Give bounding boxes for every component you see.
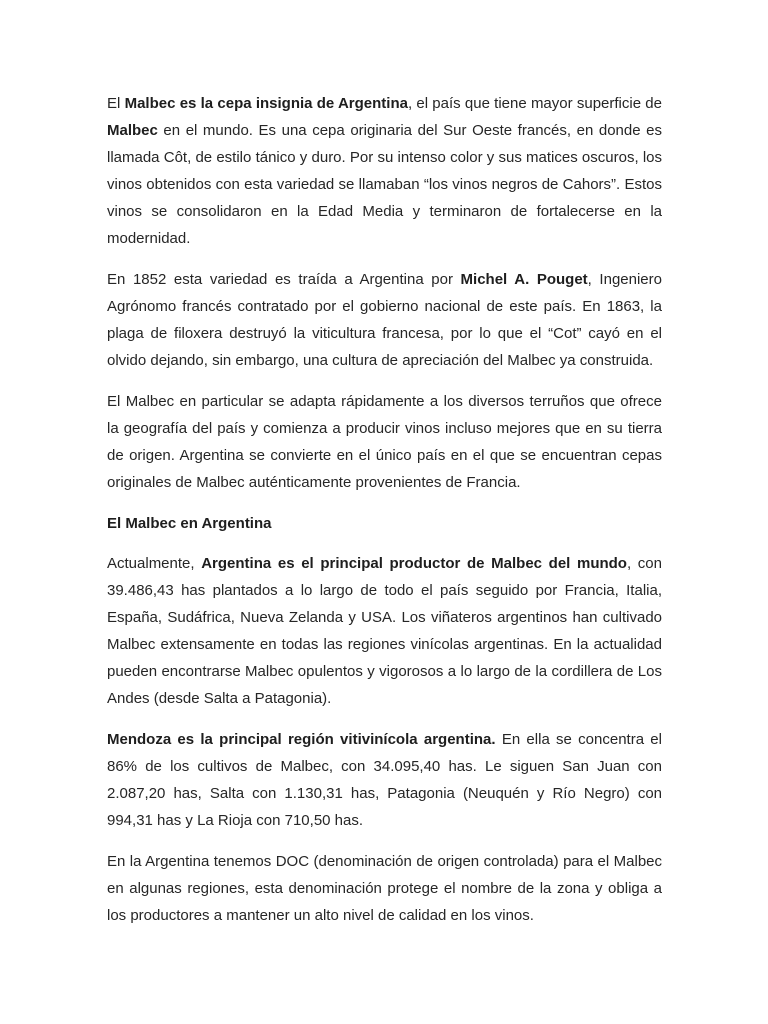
paragraph-arrival-argentina — [107, 266, 662, 374]
bold-text: Malbec es la cepa insignia de Argentina — [124, 95, 408, 112]
paragraph-adaptation — [107, 388, 662, 496]
document-page — [107, 90, 662, 943]
bold-text: Mendoza es la principal región vitivinícola argentina. — [107, 731, 496, 748]
paragraph-mendoza — [107, 726, 662, 834]
text-run: En 1852 esta variedad es traída a Argentina por — [107, 271, 461, 288]
paragraph-malbec-origin — [107, 90, 662, 252]
text-run: , el país que tiene mayor superficie de — [407, 95, 662, 112]
text-run: en el mundo. Es una cepa originaria del Sur Oeste francés, en donde es llamada Côt, de estilo tánico y duro. Por su intenso color y sus matices oscuros, los vinos obtenidos con esta variedad se llamaban “los vinos negros de Cahors”. Estos vinos se consolidaron en la Edad Media y terminaron de fortalecerse en la modernidad. — [107, 122, 662, 247]
bold-text: Malbec — [107, 122, 158, 139]
text-run: , con 39.486,43 has plantados a lo largo de todo el país seguido por Francia, Italia, España, Sudáfrica, Nueva Zelanda y USA. Los viñateros argentinos han cultivado Malbec extensamente en todas las regiones vinícolas argentinas. En la actualidad pueden encontrarse Malbec opulentos y vigorosos a lo largo de la cordillera de Los Andes (desde Salta a Patagonia). — [107, 555, 662, 707]
paragraph-doc — [107, 848, 662, 929]
section-heading: El Malbec en Argentina — [107, 515, 272, 532]
text-run: En ella se concentra el 86% de los cultivos de Malbec, con 34.095,40 has. Le siguen San Juan con 2.087,20 has, Salta con 1.130,31 has, Patagonia (Neuquén y Río Negro) con 994,31 has y La Rioja con 710,50 has. — [107, 731, 662, 829]
paragraph-main-producer — [107, 550, 662, 712]
text-run: Actualmente, — [107, 555, 202, 572]
bold-text: Michel A. Pouget — [460, 271, 588, 288]
text-run: El Malbec en particular se adapta rápidamente a los diversos terruños que ofrece la geografía del país y comienza a producir vinos incluso mejores que en su tierra de origen. Argentina se convierte en el único país en el que se encuentran cepas originales de Malbec auténticamente provenientes de Francia. — [107, 393, 662, 491]
bold-text: Argentina es el principal productor de Malbec del mundo — [201, 555, 627, 572]
text-run: , Ingeniero Agrónomo francés contratado por el gobierno nacional de este país. En 1863, la plaga de filoxera destruyó la viticultura francesa, por lo que el “Cot” cayó en el olvido dejando, sin embargo, una cultura de apreciación del Malbec ya construida. — [107, 271, 662, 369]
text-run: El — [107, 95, 125, 112]
text-run: En la Argentina tenemos DOC (denominación de origen controlada) para el Malbec en algunas regiones, esta denominación protege el nombre de la zona y obliga a los productores a mantener un alto nivel de calidad en los vinos. — [107, 853, 662, 924]
